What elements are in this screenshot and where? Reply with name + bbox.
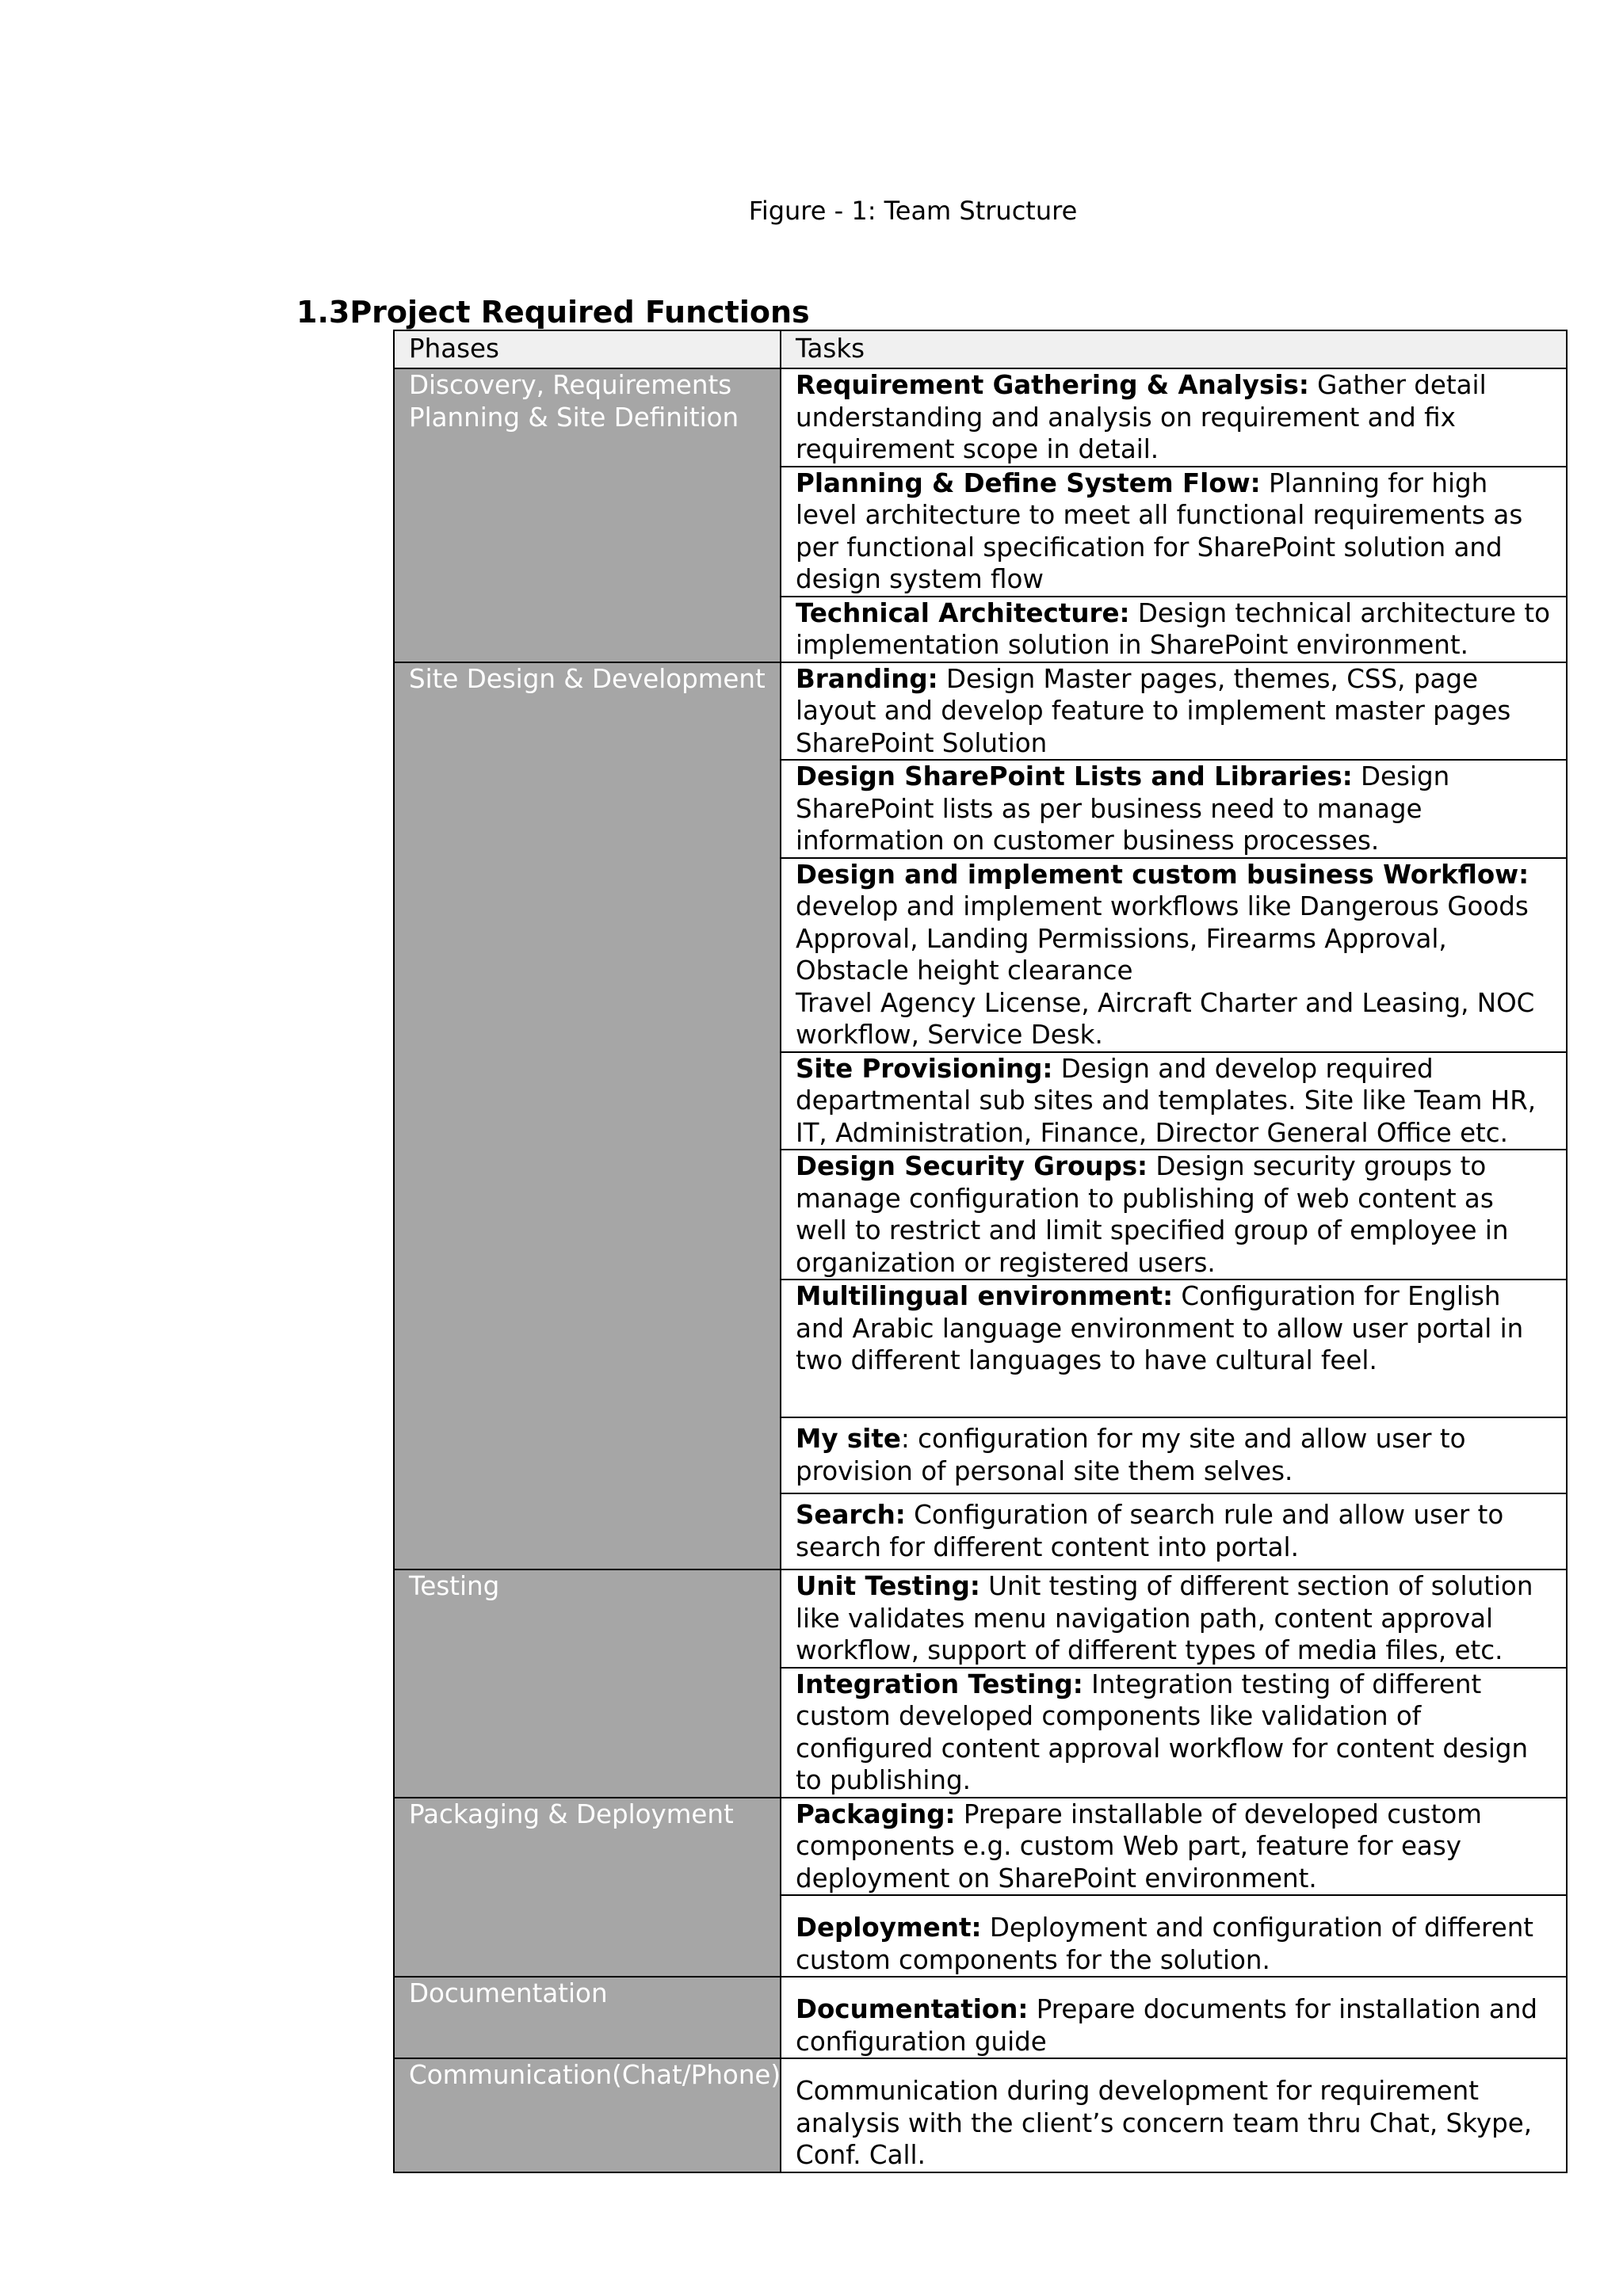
task-cell xyxy=(781,1798,1567,1896)
required-functions-table xyxy=(393,330,1568,2173)
task-text: : configuration for my site and allow user to provision of personal site them selves. xyxy=(796,1424,1466,1486)
task-text: Design technical architecture to implementation solution in SharePoint environment. xyxy=(796,597,1551,660)
task-text: Design and develop required departmental sub sites and templates. Site like Team HR, IT, Administration, Finance, Director General Office etc. xyxy=(796,1053,1537,1148)
task-cell xyxy=(781,597,1567,662)
task-title: Deployment: xyxy=(796,1913,982,1943)
phase-cell: Communication(Chat/Phone) xyxy=(394,2058,781,2172)
table-row xyxy=(394,368,1567,467)
table-row xyxy=(394,1798,1567,1896)
task-title: Design SharePoint Lists and Libraries: xyxy=(796,761,1353,791)
task-cell xyxy=(781,1977,1567,2058)
task-text: Communication during development for requirement analysis with the client’s concern team thru Chat, Skype, Conf. Call. xyxy=(796,2076,1533,2170)
task-cell xyxy=(781,2058,1567,2172)
phase-cell: Documentation xyxy=(394,1977,781,2058)
task-title: Branding: xyxy=(796,663,938,694)
task-text: Design SharePoint lists as per business need to manage information on customer business processes. xyxy=(796,761,1450,856)
table-row xyxy=(394,2058,1567,2172)
task-cell xyxy=(781,1895,1567,1977)
task-title: Search: xyxy=(796,1500,906,1530)
task-cell xyxy=(781,1150,1567,1280)
task-cell xyxy=(781,467,1567,597)
task-title: Documentation: xyxy=(796,1994,1029,2024)
figure-caption: Figure - 1: Team Structure xyxy=(748,196,1078,226)
task-title: My site xyxy=(796,1424,901,1454)
task-title: Planning & Define System Flow: xyxy=(796,467,1261,498)
task-text: Integration testing of different custom developed components like validation of configured content approval workflow for content design to publishing. xyxy=(796,1669,1529,1795)
task-title: Multilingual environment: xyxy=(796,1281,1174,1311)
table-row xyxy=(394,1569,1567,1668)
table-row xyxy=(394,1977,1567,2058)
header-tasks: Tasks xyxy=(781,330,1567,368)
task-cell xyxy=(781,760,1567,858)
header-phases: Phases xyxy=(394,330,781,368)
phase-cell: Site Design & Development xyxy=(394,662,781,1570)
task-cell xyxy=(781,1417,1567,1493)
task-cell xyxy=(781,1280,1567,1417)
task-title: Unit Testing: xyxy=(796,1571,980,1601)
task-title: Design and implement custom business Workflow: xyxy=(796,859,1529,890)
task-text: Prepare installable of developed custom components e.g. custom Web part, feature for easy deployment on SharePoint environment. xyxy=(796,1798,1482,1894)
task-title: Integration Testing: xyxy=(796,1669,1083,1699)
task-title: Site Provisioning: xyxy=(796,1053,1053,1084)
task-text: Gather detail understanding and analysis on requirement and fix requirement scope in detail. xyxy=(796,370,1487,464)
task-cell xyxy=(781,368,1567,467)
task-title: Technical Architecture: xyxy=(796,597,1130,628)
task-text: Configuration of search rule and allow user to search for different content into portal. xyxy=(796,1500,1504,1562)
phase-cell: Discovery, Requirements Planning & Site Definition xyxy=(394,368,781,662)
task-text: Prepare documents for installation and configuration guide xyxy=(796,1994,1538,2057)
phase-cell: Packaging & Deployment xyxy=(394,1798,781,1978)
task-cell xyxy=(781,662,1567,761)
task-cell xyxy=(781,1493,1567,1569)
task-title: Design Security Groups: xyxy=(796,1151,1148,1181)
task-text: Deployment and configuration of different custom components for the solution. xyxy=(796,1913,1534,1975)
task-cell xyxy=(781,1668,1567,1798)
phase-cell: Testing xyxy=(394,1569,781,1798)
table-row xyxy=(394,662,1567,761)
task-cell xyxy=(781,1569,1567,1668)
task-text: develop and implement workflows like Dangerous Goods Approval, Landing Permissions, Firearms Approval, Obstacle height clearance xyxy=(796,891,1529,986)
task-cell xyxy=(781,858,1567,1052)
task-text: Planning for high level architecture to meet all functional requirements as per functional specification for SharePoint solution and design system flow xyxy=(796,467,1523,594)
task-cell xyxy=(781,1052,1567,1150)
task-text: Design Master pages, themes, CSS, page layout and develop feature to implement master pages SharePoint Solution xyxy=(796,663,1511,758)
task-title: Packaging: xyxy=(796,1798,956,1829)
task-text: Unit testing of different section of solution like validates menu navigation path, content approval workflow, support of different types of media files, etc. xyxy=(796,1571,1533,1665)
task-text-continued: Travel Agency License, Aircraft Charter and Leasing, NOC workflow, Service Desk. xyxy=(796,987,1535,1050)
task-text: Design security groups to manage configuration to publishing of web content as well to restrict and limit specified group of employee in organization or registered users. xyxy=(796,1151,1509,1278)
task-text: Configuration for English and Arabic language environment to allow user portal in two different languages to have cultural feel. xyxy=(796,1281,1524,1375)
table-header-row xyxy=(394,330,1567,368)
task-title: Requirement Gathering & Analysis: xyxy=(796,370,1309,400)
section-heading: 1.3Project Required Functions xyxy=(296,295,810,330)
